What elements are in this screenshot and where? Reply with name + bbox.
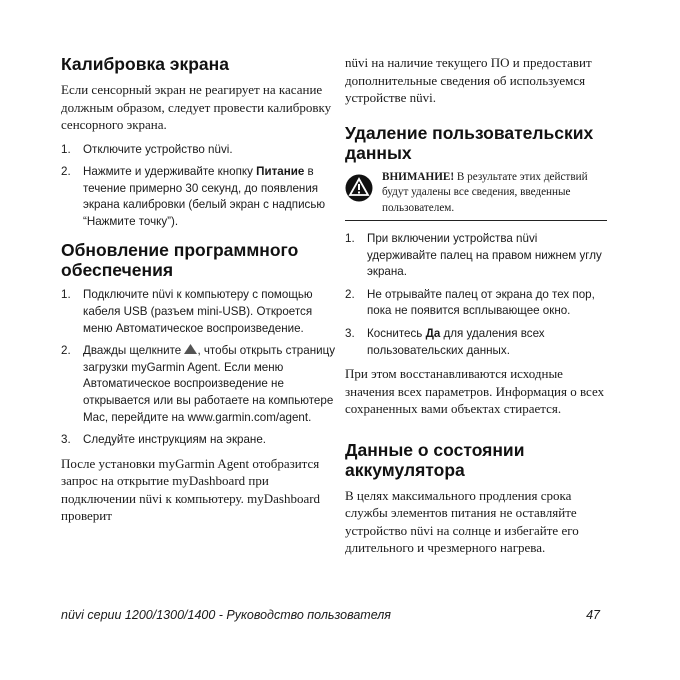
- delete-heading: Удаление пользовательских данных: [345, 122, 594, 163]
- warning-box: [345, 170, 607, 222]
- list-item: 1. Отключите устройство nüvi.: [61, 142, 233, 156]
- calibration-heading: Калибровка экрана: [61, 54, 229, 74]
- yes-button-label: Да: [425, 326, 441, 340]
- update-steps: [61, 287, 343, 448]
- power-button-label: Питание: [256, 165, 305, 179]
- list-item: 3. Следуйте инструкциям на экране.: [61, 433, 267, 447]
- list-item: 2. Нажмите и удерживайте кнопку Питание в течение примерно 30 секунд, до появления экрана калибровки (белый экран с надписью “Нажмите точку”).: [61, 165, 326, 228]
- update-heading: Обновление программного обеспечения: [61, 240, 299, 281]
- eject-triangle-icon: [184, 344, 197, 355]
- calibration-steps: [61, 142, 343, 231]
- list-item: 1. При включении устройства nüvi удерживайте палец на правом нижнем углу экрана.: [345, 232, 602, 279]
- warning-label: ВНИМАНИЕ!: [382, 170, 455, 183]
- footer-title: nüvi серии 1200/1300/1400 - Руководство пользователя: [61, 608, 391, 622]
- warning-text: ВНИМАНИЕ! В результате этих действий будут удалены все сведения, введенные пользователем.: [382, 170, 588, 214]
- left-column: [61, 54, 343, 525]
- battery-heading: Данные о состоянии аккумулятора: [345, 439, 525, 480]
- page-number: 47: [586, 608, 600, 622]
- battery-text: В целях максимального продления срока службы элементов питания не оставляйте устройство nüvi на солнце и избегайте его длительного и чрезмерного нагрева.: [345, 487, 579, 556]
- update-continued-text: nüvi на наличие текущего ПО и предоставит дополнительные сведения об используемся устройстве nüvi.: [345, 55, 592, 105]
- update-after-text: После установки myGarmin Agent отобразится запрос на открытие myDashboard при подключении nüvi к компьютеру. myDashboard проверит: [61, 455, 321, 524]
- list-item: 2. Дважды щелкните , чтобы открыть страницу загрузки myGarmin Agent. Если меню Автоматическое воспроизведение не открывается или вы работаете на компьютере Mac, перейдите на www.garmin.com/agent.: [61, 344, 336, 424]
- warning-icon: [345, 174, 373, 202]
- list-item: 1. Подключите nüvi к компьютеру с помощью кабеля USB (разъем mini-USB). Откроется меню Автоматическое воспроизведение.: [61, 288, 313, 335]
- list-item: 3. Коснитесь Да для удаления всех пользовательских данных.: [345, 326, 545, 357]
- delete-steps: [345, 231, 607, 359]
- right-column: [345, 54, 607, 557]
- calibration-intro: Если сенсорный экран не реагирует на касание должным образом, следует провести калибровку сенсорного экрана.: [61, 82, 332, 132]
- list-item: 2. Не отрывайте палец от экрана до тех пор, пока не появится всплывающее окно.: [345, 287, 595, 318]
- delete-after-text: При этом восстанавливаются исходные значения всех параметров. Информация о всех сохраненных вами объектах стирается.: [345, 366, 605, 417]
